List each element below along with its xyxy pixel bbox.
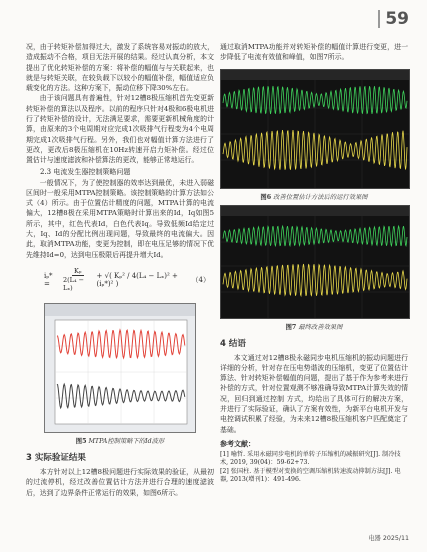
left-column [26,42,214,498]
equation-lhs: iₚ* = [44,271,53,288]
paragraph: 由于该问题具有普遍性，针对12槽8极压缩机首先变更新转矩补偿的算法以及程序。以前的程序只针对4极和6极电机进行了转矩补偿的设计，无法满足要求，需要更新机械角度的计算，由原来的3个电周期对应完成1次吸排气行程变为4个电周期完成1次吸排气行程。另外，我们也对幅值计算方法进行了更改，更改后8极压缩机在10Hz转速开启力矩补偿。经过位置估计与速度滤波和补偿算法的更改，能够正常地运行。 [26,94,214,165]
references-title: 参考文献： [220,439,255,448]
equation-4 [26,263,214,297]
figure-6-graphic [221,70,409,188]
figure-caption-text: 最终改善效果图 [298,323,343,331]
paragraph: 一般情况下，为了使控制器的效率达到最优，未进入弱磁区间时一般采用MTPA控制策略。该控制策略的计算方法如公式（4）所示。由于位置估计精度的问题，MTPA计算的电流偏大，12槽8极在采用MTPA策略时计算出来的Id，Iq如图5所示，其中，红色代表Id，白色代表Iq。导致低频Id给定过大，Iq、Id的分配比例出现问题，导致最终的电流偏大。因此，取消MTPA功能，变更为控制，即在电压足够的情况下优先维持Id=0，达到电压极限后再提升增大Id。 [26,178,214,259]
paragraph: 况，由于转矩补偿加得过大，激发了系统容易对振动的放大，造成振动不合格，项目无法开展的结果。经过认真分析，本文提出了优化转矩补偿的方案：将补偿的幅值与与关联起来，也就是与转矩关联，在较负载下以较小的幅值补偿，幅值适应负载变化的方法。这种方案下，振动位移下降30%左右。 [26,43,214,93]
section-heading: 4 结语 [220,338,246,349]
right-column [220,42,408,485]
subsection-heading: 2.3 电流发生器控制策略问题 [40,167,131,176]
paragraph: 通过取消MTPA功能并对转矩补偿的幅值计算进行变更，进一步降低了电流有效值和峰值，如图7所示。 [220,43,408,62]
reference-item: [1] 喻哲. 采用永磁同步电机的单转子压缩机的减振研究[J]. 制冷技术, 2019, 39(04)：59-62+73. [220,450,401,467]
figure-7-graphic [221,206,409,318]
section-heading: 3 实际验证结果 [26,452,86,463]
figure-number: 图6 [260,193,272,201]
equation-number: （4） [191,275,210,284]
figure-6-caption [220,192,408,201]
figure-7-caption [220,322,408,331]
equation-denominator: 2(L₄ − Lₓ) [63,276,85,293]
equation-numerator: Kₚ [74,267,82,276]
equation-sqrt-term: + √( Kₚ² / 4(L₄ − Lₓ)² + (iₚ*)² ) [96,271,178,288]
figure-number: 图7 [285,323,297,331]
references [220,440,408,485]
figure-7-oscilloscope [220,205,410,319]
paragraph: 本方针对以上12槽8极问题进行实际效果的验证，从最初的过流停机，经过改善位置估计方法并进行合理的速度滤波后，达到了边界条件正常运行的效果，如图6所示。 [26,467,214,497]
journal-footer: 电器 2025/11 [368,535,409,542]
figure-5-graphic [45,304,195,432]
figure-caption-text: 改善位置估计方法后的运行效果图 [273,193,368,201]
figure-6-oscilloscope [220,69,410,189]
page-number: 59 [378,10,409,28]
figure-number: 图5 [75,437,87,445]
reference-item: [2] 张国柱. 基于模型对变换的空调压缩机转速波动抑制方法[J]. 电器, 2013(增刊1)：491-496. [220,467,401,484]
figure-5-plot [44,303,196,433]
equation-fraction [63,267,93,292]
paragraph: 本文通过对12槽8极永磁同步电机压缩机的振动问题进行详细的分析，针对存在压电势谐波的压缩机，变更了位置估计算法、针对转矩补偿幅值的问题，提出了基于作为参考来进行补偿的方式，针对位置观测不够准确导致MTPA计算失效的情况，回归到通过控制 方式，均给出了具体可行的解决方案，并进行了实际验证，确认了方案有效性，为新平台电机开发与电控调试积累了经验，为未来12槽8极压缩机客户匹配奠定了基础。 [220,353,408,434]
figure-caption-text: MTPA控制策略下的Id波形 [88,437,165,445]
figure-5-caption [26,436,214,445]
